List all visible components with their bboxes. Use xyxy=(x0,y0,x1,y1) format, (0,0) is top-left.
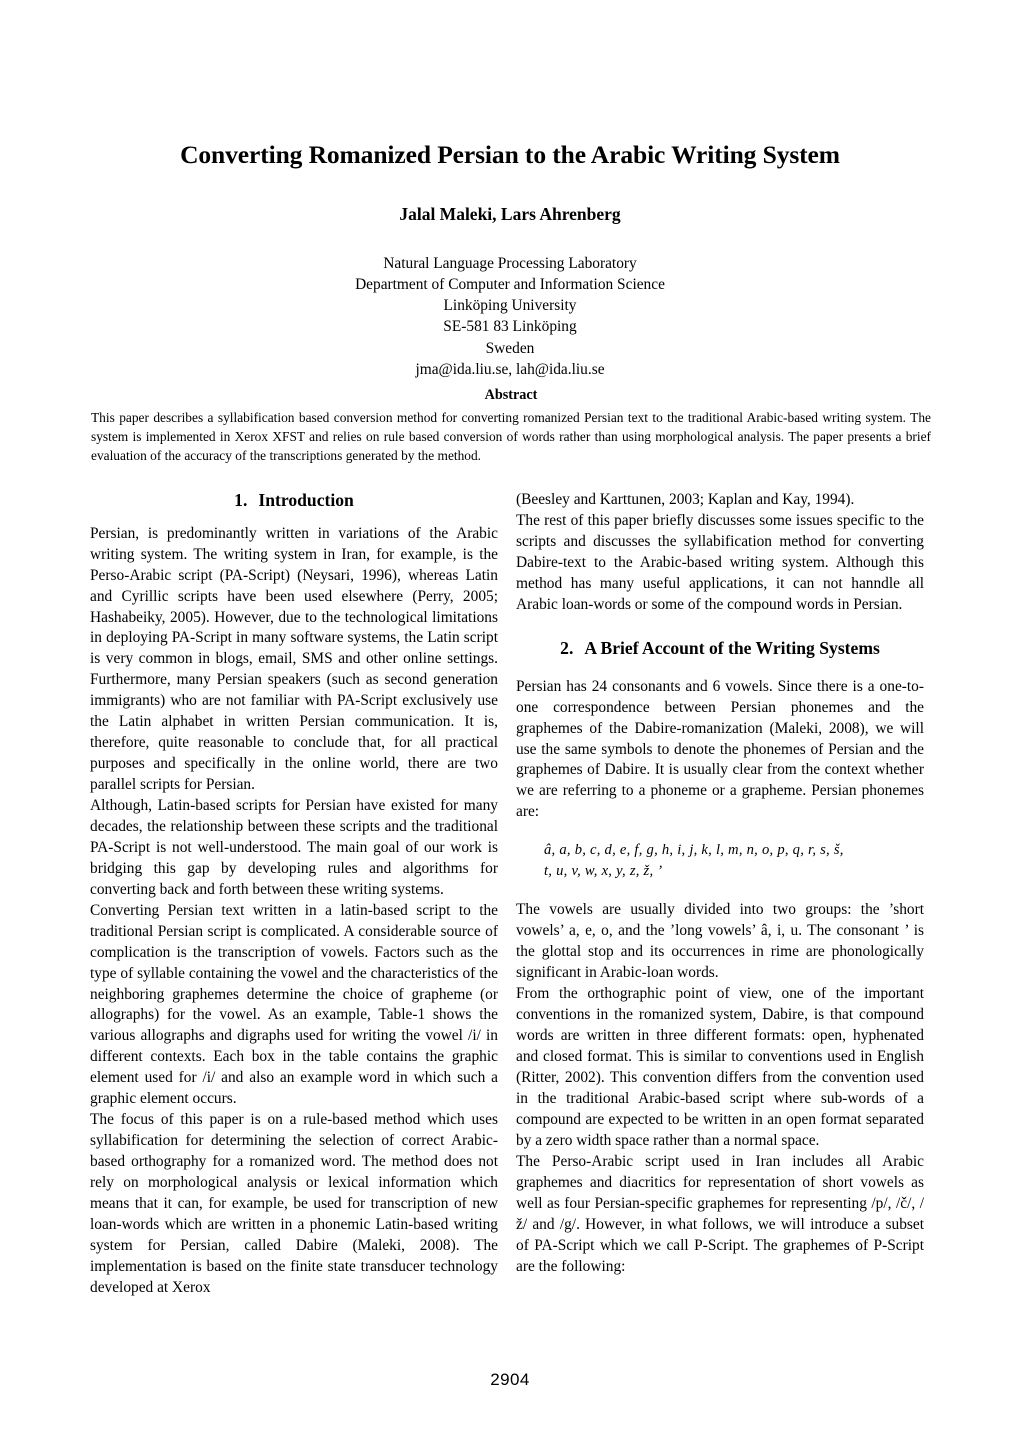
abstract-heading: Abstract xyxy=(484,387,538,403)
affiliation-line-lab: Natural Language Processing Laboratory xyxy=(383,254,637,272)
paragraph: The focus of this paper is on a rule-based method which uses syllabification for determining the selection of correct Arabic-based orthography for a romanized word. The method does not rely on morphological analysis or lexical information which means that it can, for example, be used for transcription of new loan-words which are written in a phonemic Latin-based writing system for Persian, called Dabire (Maleki, 2008). The implementation is based on the finite state transducer technology developed at Xerox xyxy=(90,1111,498,1296)
section-number-2: 2. xyxy=(560,637,574,658)
paragraph: (Beesley and Karttunen, 2003; Kaplan and Kay, 1994). xyxy=(516,491,855,508)
column-right xyxy=(516,490,924,1278)
affiliation-line-university: Linköping University xyxy=(443,297,577,315)
affiliation-line-emails: jma@ida.liu.se, lah@ida.liu.se xyxy=(415,360,605,378)
affiliation-line-country: Sweden xyxy=(485,339,535,357)
paragraph: The rest of this paper briefly discusses some issues specific to the scripts and discusses the syllabification method for converting Dabire-text to the Arabic-based writing system. Although this method has many useful applications, it can not hanndle all Arabic loan-words or some of the compound words in Persian. xyxy=(516,512,924,613)
paragraph: From the orthographic point of view, one of the important conventions in the romanized system, Dabire, is that compound words are written in three different formats: open, hyphenated and closed format. This is similar to conventions used in English (Ritter, 2002). This convention differs from the convention used in the traditional Arabic-based script where sub-words of a compound are expected to be written in an open format separated by a zero width space rather than a normal space. xyxy=(516,985,924,1149)
title-block xyxy=(90,140,930,380)
paragraph: The vowels are usually divided into two groups: the ’short vowels’ a, e, o, and the ’long vowels’ â, i, u. The consonant ’ is the glottal stop and its occurrences in rime are phonologically significant in Arabic-loan words. xyxy=(516,901,924,982)
paragraph: Persian has 24 consonants and 6 vowels. Since there is a one-to-one correspondence between Persian phonemes and the graphemes of the Dabire-romanization (Maleki, 2008), we will use the same symbols to denote the phonemes of Persian and the graphemes of Dabire. It is usually clear from the context whether we are referring to a phoneme or a grapheme. Persian phonemes are: xyxy=(516,677,924,821)
page-number: 2904 xyxy=(490,1370,530,1389)
column-left xyxy=(90,490,498,1299)
section-number-1: 1. xyxy=(234,490,248,510)
section-title-1: Introduction xyxy=(258,490,354,510)
author-list: Jalal Maleki, Lars Ahrenberg xyxy=(399,203,621,224)
section-heading-introduction xyxy=(90,490,498,512)
affiliation-line-department: Department of Computer and Information Science xyxy=(355,275,665,293)
phoneme-list-line: t, u, v, w, x, y, z, ž, ’ xyxy=(544,863,663,880)
paragraph: The Perso-Arabic script used in Iran includes all Arabic graphemes and diacritics for representation of short vowels as well as four Persian-specific graphemes for representing /p/, /č/, /ž/ and /g/. However, in what follows, we will introduce a subset of PA-Script which we call P-Script. The graphemes of P-Script are the following: xyxy=(516,1153,924,1275)
section-heading-writing-systems xyxy=(516,638,924,660)
phoneme-inventory-list xyxy=(544,840,924,882)
affiliation-line-postal-code: SE-581 83 Linköping xyxy=(443,318,577,336)
abstract-text: This paper describes a syllabification based conversion method for converting romanized Persian text to the traditional Arabic-based writing system. The system is implemented in Xerox XFST and relies on rule based conversion of words rather than using morphological analysis. The paper presents a brief evaluation of the accuracy of the transcriptions generated by the method. xyxy=(91,410,931,464)
phoneme-list-line: â, a, b, c, d, e, f, g, h, i, j, k, l, m, n, o, p, q, r, s, š, xyxy=(544,842,844,859)
page-title: Converting Romanized Persian to the Arabic Writing System xyxy=(180,140,840,169)
abstract-section xyxy=(91,387,931,465)
paragraph: Converting Persian text written in a latin-based script to the traditional Persian script is complicated. A considerable source of complication is the transcription of vowels. Factors such as the type of syllable containing the vowel and the characteristics of the neighboring graphemes determine the choice of grapheme (or allographs) for the vowel. As an example, Table-1 shows the various allographs and digraphs used for writing the vowel /i/ in different contexts. Each box in the table contains the graphic element used for /i/ and also an example word in which such a graphic element occurs. xyxy=(90,902,498,1108)
affiliation-block xyxy=(90,253,930,381)
section-title-2: A Brief Account of the Writing Systems xyxy=(584,637,880,658)
paragraph: Persian, is predominantly written in variations of the Arabic writing system. The writing system in Iran, for example, is the Perso-Arabic script (PA-Script) (Neysari, 1996), whereas Latin and Cyrillic scripts have been used elsewhere (Perry, 2005; Hashabeiky, 2005). However, due to the technological limitations in deploying PA-Script in many software systems, the Latin script is very common in blogs, email, SMS and other online settings. Furthermore, many Persian speakers (such as second generation immigrants) who are not familiar with PA-Script exclusively use the Latin alphabet in written Persian communication. It is, therefore, quite reasonable to conclude that, for all practical purposes and specifically in the online world, there are two parallel scripts for Persian. xyxy=(90,524,498,793)
paragraph: Although, Latin-based scripts for Persian have existed for many decades, the relationship between these scripts and the traditional PA-Script is not well-understood. The main goal of our work is bridging this gap by developing rules and algorithms for converting back and forth between these writing systems. xyxy=(90,797,498,898)
